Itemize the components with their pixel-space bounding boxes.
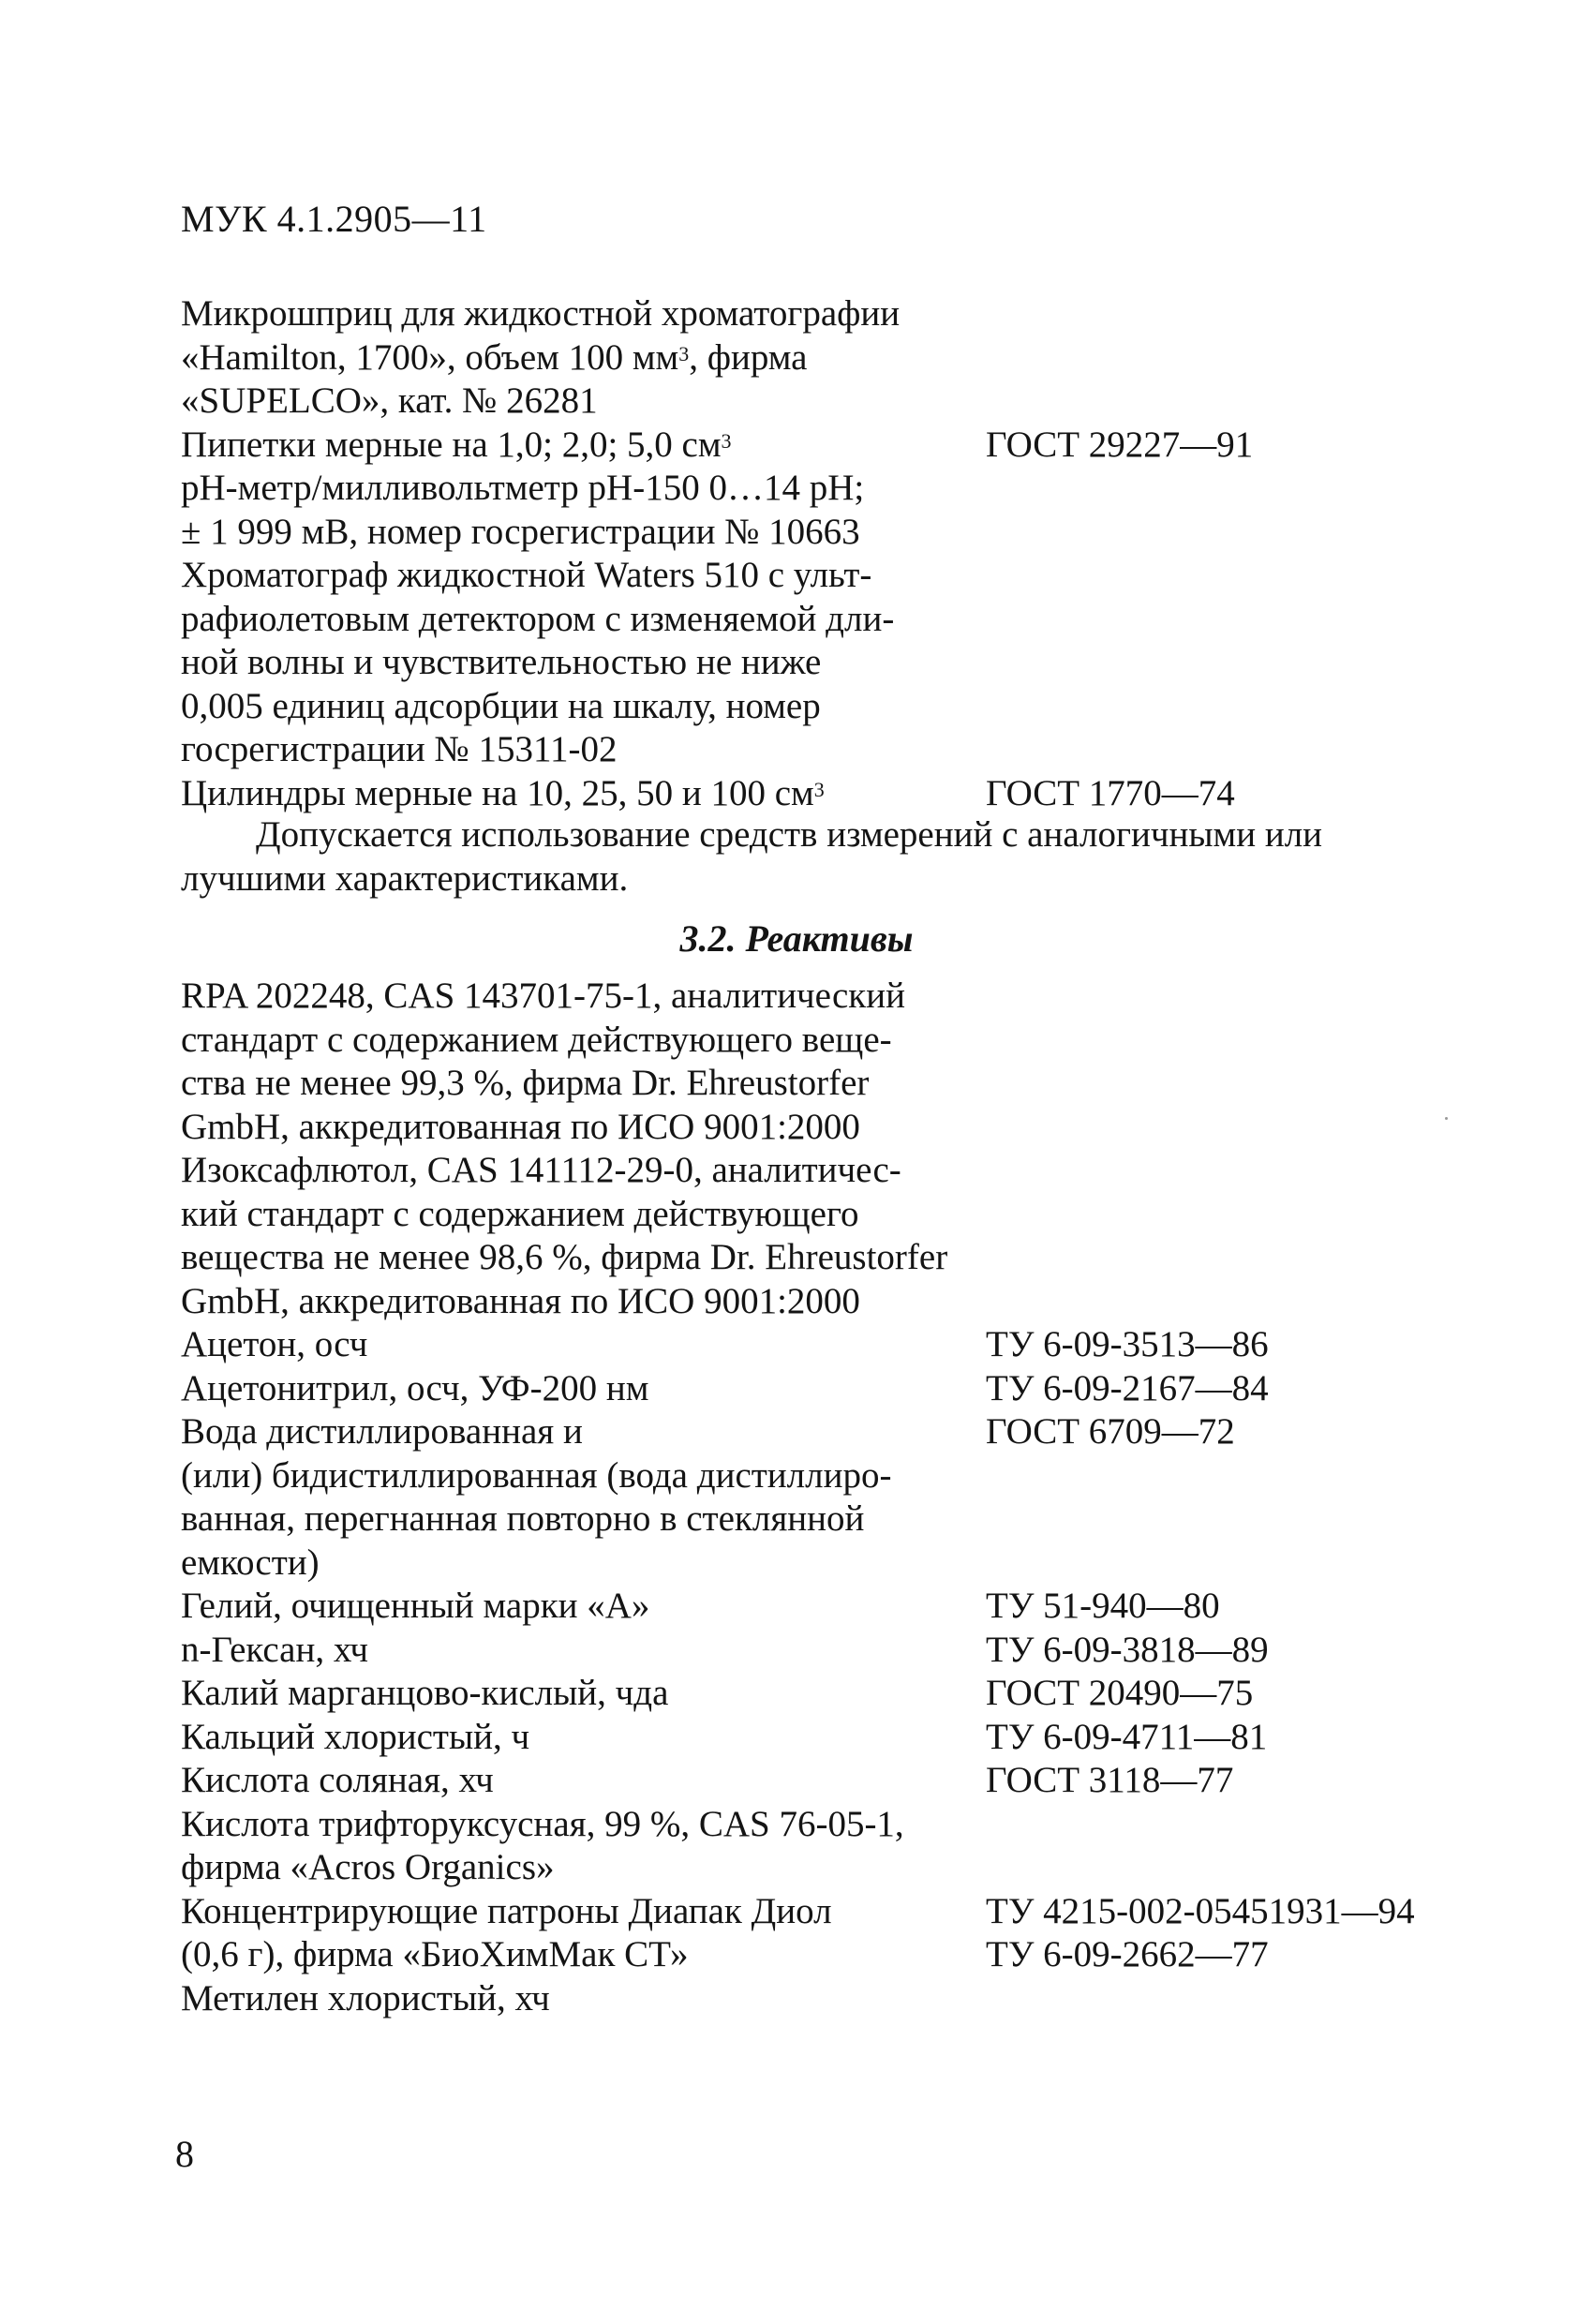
- reagent-line: Метилен хлористый, хч: [181, 1977, 550, 2019]
- instrument-line: рафиолетовым детектором с изменяемой дли-: [181, 598, 895, 639]
- reagents-list: [181, 975, 987, 2020]
- instrument-line: «Hamilton, 1700», объем 100 $мм^3$, фирма: [181, 336, 808, 378]
- standard-ref: ГОСТ 3118—77: [986, 1760, 1234, 1800]
- standard-ref: ТУ 6-09-4711—81: [986, 1716, 1268, 1757]
- reagent-line: Ацетонитрил, осч, УФ-200 нм: [181, 1367, 649, 1408]
- note-line: лучшими характеристиками.: [181, 857, 629, 899]
- instrument-line: рН-метр/милливольтметр рН-150 0…14 рН;: [181, 468, 865, 508]
- instrument-line: 0,005 единиц адсорбции на шкалу, номер: [181, 685, 821, 726]
- standard-ref: ГОСТ 29227—91: [986, 424, 1254, 465]
- reagent-line: GmbH, аккредитованная по ИСО 9001:2000: [181, 1106, 860, 1147]
- standard-ref: ГОСТ 6709—72: [986, 1411, 1235, 1452]
- reagent-line: ванная, перегнанная повторно в стеклянной: [181, 1498, 865, 1539]
- reagent-line: GmbH, аккредитованная по ИСО 9001:2000: [181, 1280, 860, 1321]
- reagent-line: Концентрирующие патроны Диапак Диол: [181, 1890, 832, 1931]
- reagent-line: Кислота соляная, хч: [181, 1760, 494, 1800]
- note-paragraph: [181, 813, 1455, 901]
- reagent-line: фирма «Acros Organics»: [181, 1847, 555, 1887]
- page-number: 8: [175, 2133, 194, 2175]
- reagent-line: Изоксафлютол, CAS 141112-29-0, аналитичес-: [181, 1150, 901, 1190]
- reagent-line: n-Гексан, хч: [181, 1629, 368, 1670]
- superscript: 3: [721, 428, 732, 453]
- superscript: 3: [678, 341, 690, 365]
- reagent-line: Кальций хлористый, ч: [181, 1716, 530, 1757]
- instrument-line: «SUPELCO», кат. № 26281: [181, 380, 598, 421]
- section-title: 3.2. Реактивы: [679, 917, 914, 960]
- reagent-line: (или) бидистиллированная (вода дистиллиро-: [181, 1454, 892, 1496]
- reagent-line: Вода дистиллированная и: [181, 1411, 583, 1452]
- superscript: 3: [813, 777, 825, 801]
- instrument-line: госрегистрации № 15311-02: [181, 729, 618, 769]
- instrument-line: Цилиндры мерные на 10, 25, 50 и 100 $см^3$: [181, 772, 825, 813]
- instrument-line: Хроматограф жидкостной Waters 510 с ульт-: [181, 555, 872, 595]
- note-line: Допускается использование средств измерений с аналогичными или: [256, 814, 1323, 855]
- reagent-line: вещества не менее 98,6 %, фирма Dr. Ehreustorfer: [181, 1237, 948, 1277]
- reagent-line: RPA 202248, CAS 143701-75-1, аналитический: [181, 976, 905, 1016]
- standard-ref: ТУ 6-09-2167—84: [986, 1367, 1269, 1408]
- page-header: МУК 4.1.2905—11: [181, 198, 487, 240]
- standard-ref: ГОСТ 1770—74: [986, 772, 1235, 813]
- standard-ref: ТУ 6-09-2662—77: [986, 1934, 1269, 1974]
- instruments-list: [181, 292, 987, 815]
- standard-ref: ТУ 6-09-3513—86: [986, 1324, 1269, 1364]
- reagent-line: (0,6 г), фирма «БиоХимМак СТ»: [181, 1934, 689, 1974]
- scan-speck: [1445, 1117, 1448, 1120]
- reagent-line: Ацетон, осч: [181, 1324, 368, 1364]
- standard-ref: ТУ 6-09-3818—89: [986, 1629, 1269, 1670]
- reagent-line: емкости): [181, 1542, 320, 1583]
- reagent-line: кий стандарт с содержанием действующего: [181, 1193, 859, 1234]
- reagent-line: ства не менее 99,3 %, фирма Dr. Ehreustorfer: [181, 1063, 870, 1103]
- reagent-line: Кислота трифторуксусная, 99 %, CAS 76-05-1,: [181, 1803, 904, 1844]
- instrument-line: ной волны и чувствительностью не ниже: [181, 642, 822, 682]
- reagent-line: Калий марганцово-кислый, чда: [181, 1673, 669, 1713]
- standard-ref: ГОСТ 20490—75: [986, 1673, 1254, 1713]
- reagent-line: Гелий, очищенный марки «А»: [181, 1586, 650, 1626]
- instrument-line: ± 1 999 мВ, номер госрегистрации № 10663: [181, 511, 860, 552]
- instrument-line: Пипетки мерные на 1,0; 2,0; 5,0 $см^3$: [181, 424, 732, 465]
- standard-ref: ТУ 51-940—80: [986, 1586, 1220, 1626]
- instrument-line: Микрошприц для жидкостной хроматографии: [181, 293, 901, 334]
- standard-ref: ТУ 4215-002-05451931—94: [986, 1890, 1415, 1931]
- reagent-line: стандарт с содержанием действующего веще-: [181, 1019, 892, 1060]
